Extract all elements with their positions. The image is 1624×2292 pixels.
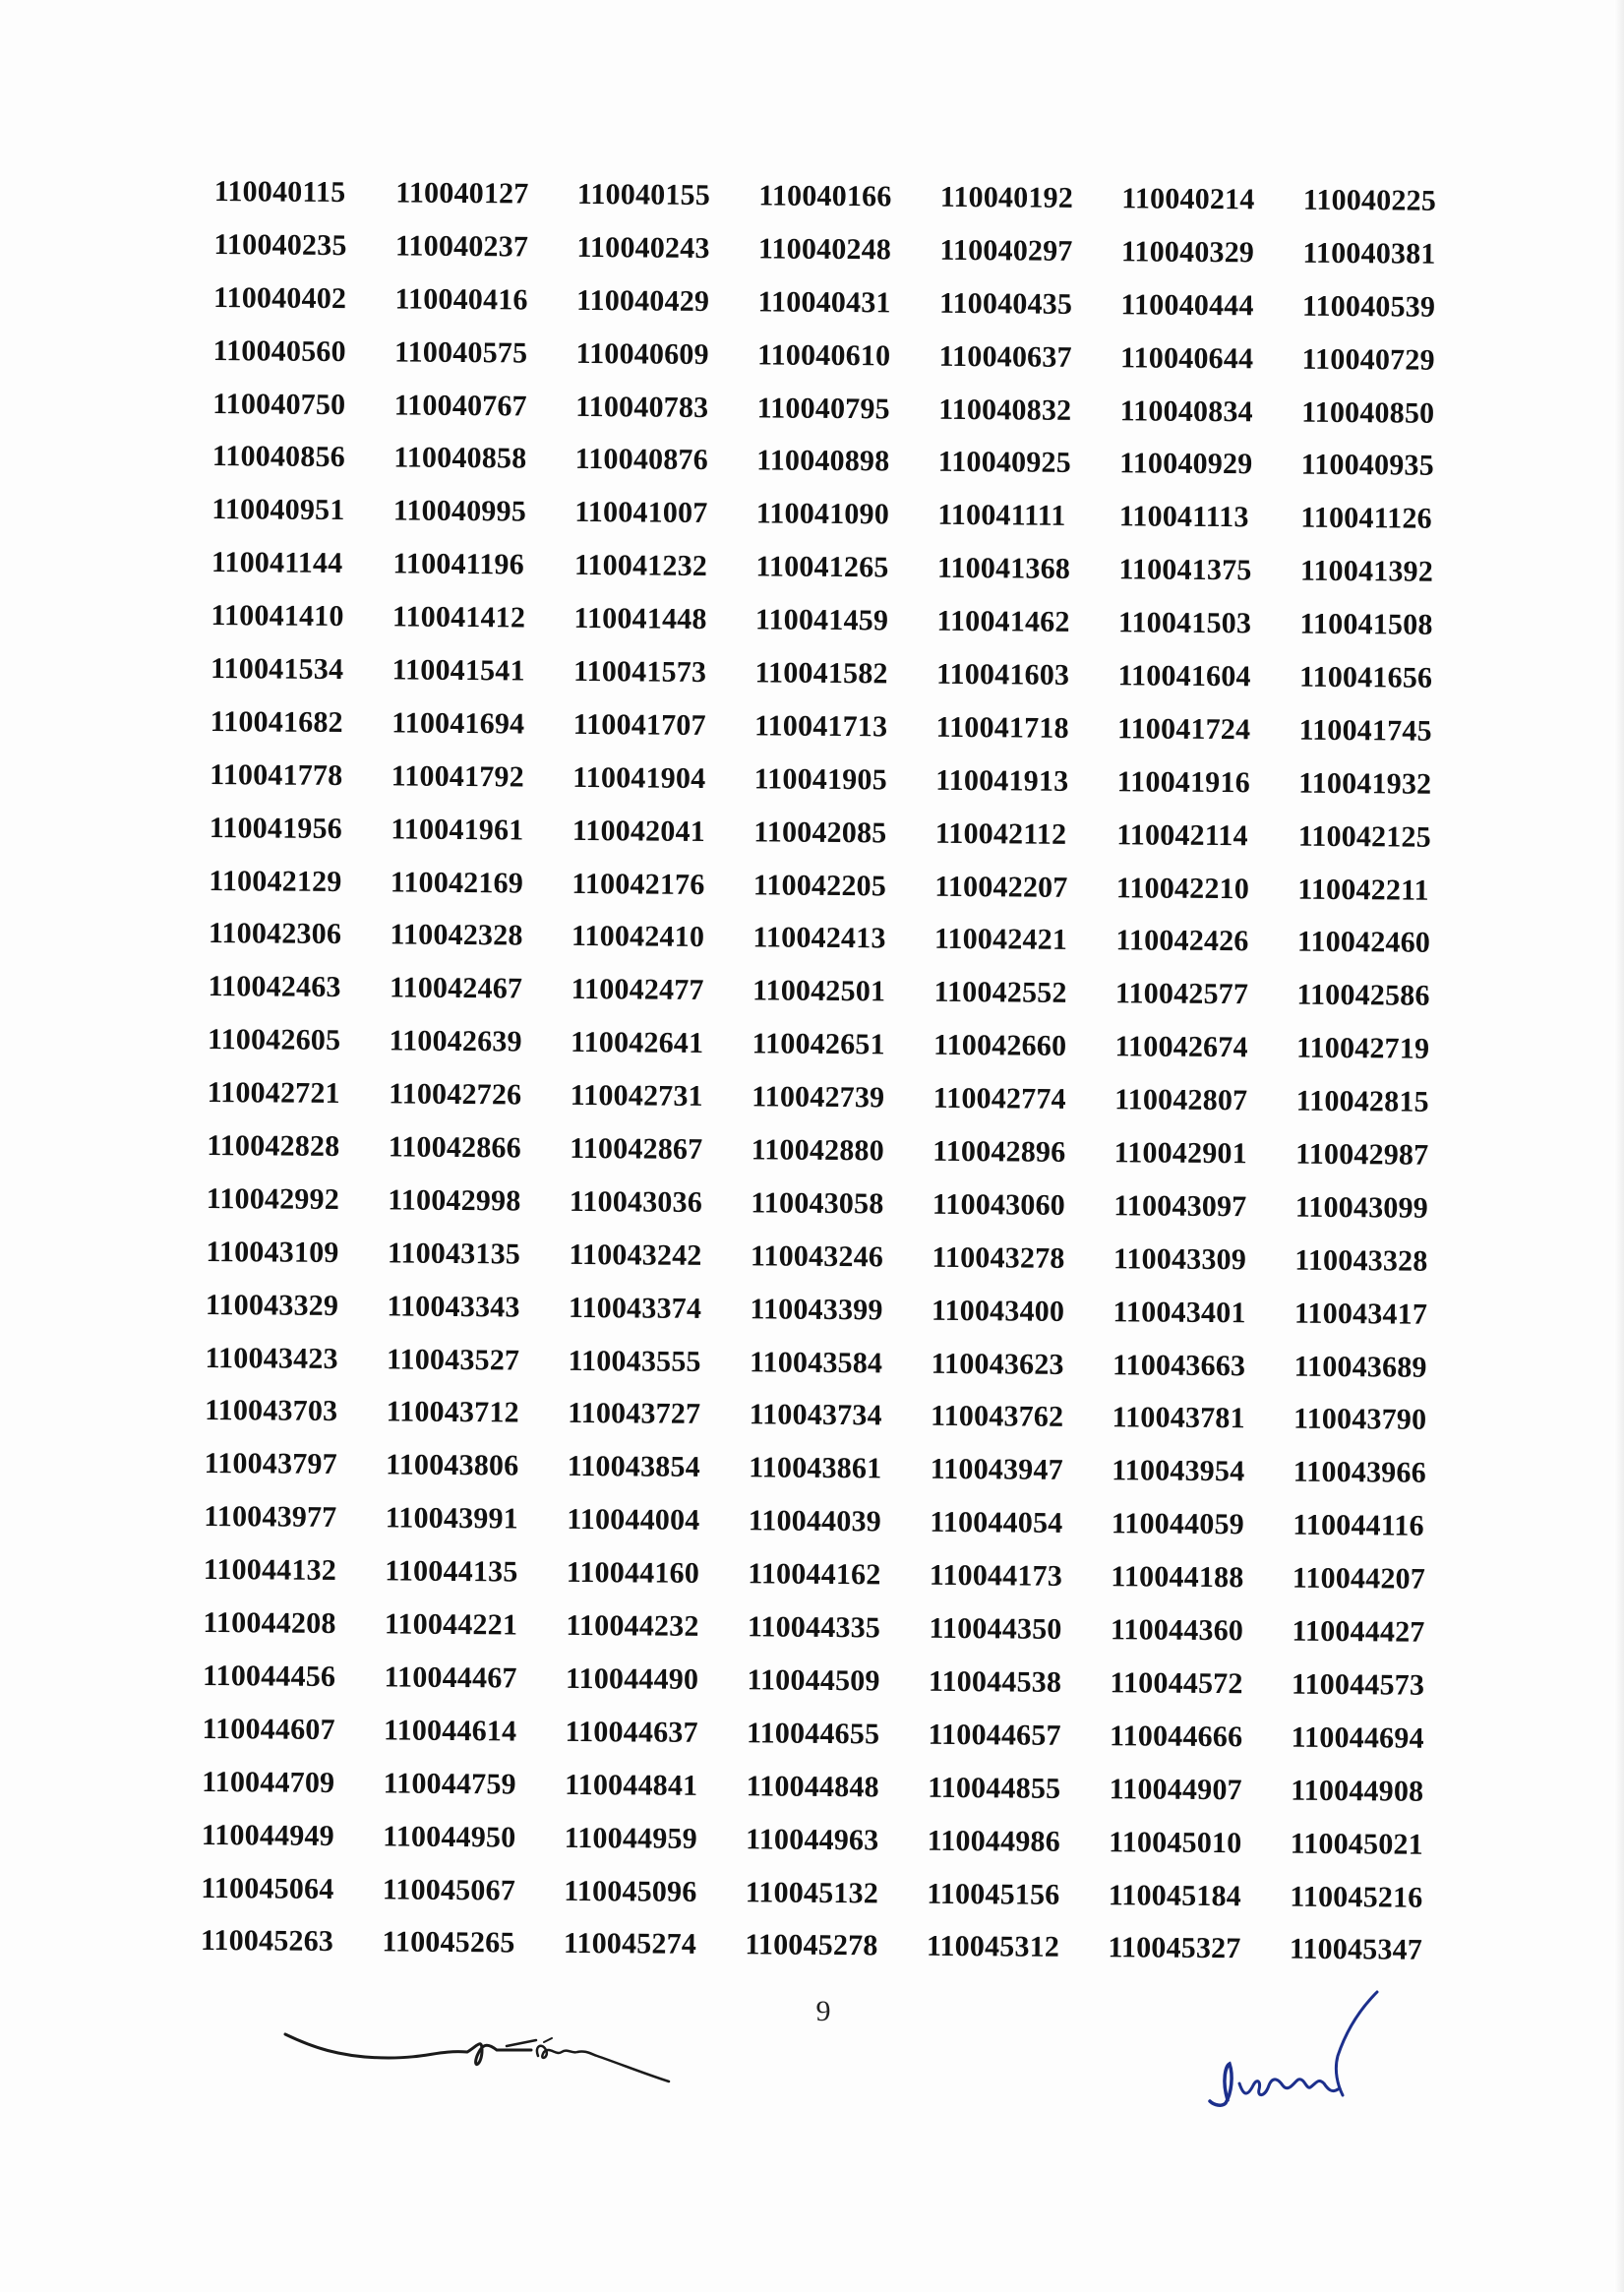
roll-number: 110043423 <box>205 1341 338 1375</box>
roll-number: 110042112 <box>934 816 1067 851</box>
roll-number: 110041410 <box>211 599 344 633</box>
roll-number: 110043246 <box>750 1239 884 1274</box>
roll-number: 110040444 <box>1120 288 1254 323</box>
roll-number: 110041007 <box>574 496 708 530</box>
roll-number: 110045156 <box>927 1877 1060 1911</box>
roll-number: 110042328 <box>390 918 523 952</box>
roll-number: 110043109 <box>206 1235 339 1269</box>
roll-number: 110044467 <box>384 1660 517 1695</box>
roll-number: 110042306 <box>208 917 342 951</box>
roll-number: 110040609 <box>575 336 709 371</box>
roll-number: 110040297 <box>939 233 1073 268</box>
roll-number: 110045274 <box>563 1927 697 1961</box>
roll-number: 110041090 <box>755 497 890 531</box>
roll-number: 110043797 <box>204 1447 338 1481</box>
roll-number: 110044855 <box>928 1771 1061 1805</box>
roll-number: 110043329 <box>205 1288 339 1322</box>
roll-number: 110043663 <box>1112 1348 1246 1382</box>
roll-number: 110041956 <box>209 811 343 845</box>
roll-number: 110044221 <box>384 1607 518 1642</box>
roll-number: 110043689 <box>1293 1350 1427 1384</box>
roll-number: 110040225 <box>1302 183 1437 217</box>
roll-number: 110044908 <box>1291 1774 1424 1808</box>
roll-number: 110045067 <box>382 1872 516 1906</box>
page-number: 9 <box>815 1995 831 2027</box>
roll-number: 110042998 <box>388 1183 521 1218</box>
roll-number: 110041745 <box>1298 713 1432 748</box>
roll-number: 110042866 <box>388 1130 522 1165</box>
roll-number: 110040237 <box>394 229 529 264</box>
roll-number: 110041126 <box>1300 502 1432 536</box>
roll-number: 110045021 <box>1290 1827 1424 1861</box>
roll-number: 110040795 <box>756 391 890 425</box>
roll-number: 110043991 <box>385 1501 519 1536</box>
roll-number: 110042129 <box>209 864 342 898</box>
roll-number: 110045265 <box>382 1925 515 1960</box>
roll-number: 110042807 <box>1114 1083 1248 1117</box>
roll-number: 110043861 <box>749 1451 882 1485</box>
roll-number: 110041232 <box>573 549 708 583</box>
roll-number: 110040995 <box>392 494 527 528</box>
roll-number: 110042125 <box>1297 819 1432 854</box>
roll-number: 110044959 <box>564 1821 698 1855</box>
roll-number: 110043954 <box>1112 1454 1245 1488</box>
roll-number: 110042413 <box>752 921 886 955</box>
roll-number: 110042896 <box>932 1134 1066 1169</box>
roll-number: 110041448 <box>573 602 707 636</box>
roll-number: 110042901 <box>1113 1136 1248 1171</box>
roll-number: 110040214 <box>1121 182 1255 216</box>
roll-number: 110042041 <box>571 814 706 848</box>
roll-number: 110040750 <box>212 387 346 421</box>
roll-number: 110042205 <box>752 868 887 902</box>
roll-number: 110044039 <box>748 1504 882 1538</box>
roll-number: 110041412 <box>391 600 526 634</box>
roll-number: 110040767 <box>393 389 527 423</box>
roll-number: 110044841 <box>565 1768 698 1802</box>
roll-number: 110043135 <box>387 1236 521 1271</box>
roll-number: 110043623 <box>931 1347 1064 1381</box>
roll-number: 110040925 <box>937 446 1072 480</box>
roll-number: 110042660 <box>932 1029 1067 1063</box>
roll-number: 110044573 <box>1291 1667 1425 1702</box>
roll-number: 110040155 <box>576 177 711 211</box>
roll-number: 110043854 <box>567 1450 700 1484</box>
roll-number: 110045312 <box>926 1930 1060 1964</box>
roll-number: 110040127 <box>395 176 529 211</box>
roll-number: 110044188 <box>1111 1560 1244 1595</box>
roll-number: 110040876 <box>574 443 709 477</box>
roll-number: 110040243 <box>576 230 710 265</box>
roll-number: 110044116 <box>1293 1508 1424 1542</box>
roll-number: 110043417 <box>1293 1297 1428 1331</box>
roll-number: 110044848 <box>746 1770 879 1804</box>
roll-number: 110043242 <box>569 1237 702 1272</box>
roll-number: 110042739 <box>752 1080 885 1115</box>
roll-number: 110042176 <box>571 867 705 901</box>
roll-number: 110044655 <box>746 1717 880 1751</box>
roll-number: 110044160 <box>566 1556 700 1591</box>
roll-number: 110042477 <box>571 973 704 1007</box>
roll-number: 110040856 <box>211 440 346 474</box>
roll-number: 110041604 <box>1117 659 1251 694</box>
roll-number: 110043762 <box>930 1400 1064 1434</box>
roll-number: 110040832 <box>938 392 1072 427</box>
roll-number: 110044907 <box>1109 1772 1242 1806</box>
roll-number: 110042463 <box>208 970 341 1004</box>
roll-number: 110044335 <box>747 1610 881 1645</box>
roll-number: 110040850 <box>1301 395 1435 430</box>
roll-number: 110043977 <box>204 1500 337 1535</box>
roll-number: 110041196 <box>392 547 525 581</box>
roll-number: 110042577 <box>1114 977 1249 1011</box>
roll-number: 110040416 <box>394 282 528 317</box>
roll-number: 110040539 <box>1301 289 1436 324</box>
roll-number: 110043527 <box>386 1343 520 1377</box>
roll-number: 110040248 <box>757 232 892 267</box>
roll-number: 110044162 <box>748 1557 881 1592</box>
roll-number: 110043790 <box>1293 1403 1427 1437</box>
roll-number: 110042211 <box>1297 873 1429 907</box>
roll-number: 110045064 <box>201 1871 334 1905</box>
roll-number: 110045347 <box>1289 1933 1423 1967</box>
roll-number: 110042586 <box>1296 979 1430 1013</box>
roll-number: 110040235 <box>213 227 347 262</box>
roll-number: 110040644 <box>1119 340 1254 375</box>
roll-number: 110041792 <box>391 759 525 794</box>
roll-number: 110043099 <box>1294 1190 1429 1225</box>
roll-number: 110043781 <box>1112 1401 1245 1435</box>
roll-number: 110041713 <box>754 709 888 744</box>
roll-number: 110042815 <box>1295 1084 1429 1118</box>
roll-number: 110042467 <box>389 971 523 1005</box>
roll-number: 110041503 <box>1117 606 1252 640</box>
roll-number: 110040166 <box>758 179 892 213</box>
roll-number: 110040898 <box>756 444 890 478</box>
roll-number: 110041694 <box>391 706 525 741</box>
roll-number: 110040951 <box>211 493 345 527</box>
roll-number: 110040429 <box>575 283 710 318</box>
roll-number: 110040783 <box>575 390 709 424</box>
roll-number: 110040935 <box>1300 449 1435 483</box>
roll-number: 110043584 <box>749 1345 883 1379</box>
roll-number: 110040729 <box>1301 342 1435 377</box>
roll-number: 110043060 <box>932 1187 1066 1222</box>
roll-number: 110043097 <box>1113 1189 1247 1224</box>
roll-number: 110041375 <box>1118 553 1252 587</box>
roll-number: 110045327 <box>1108 1931 1241 1965</box>
roll-number: 110041534 <box>210 652 344 687</box>
roll-number: 110041961 <box>391 813 524 847</box>
roll-number: 110042552 <box>933 976 1067 1010</box>
roll-number: 110040115 <box>213 175 346 210</box>
roll-number: 110044614 <box>383 1714 517 1748</box>
roll-number: 110044232 <box>566 1608 699 1643</box>
roll-number: 110041913 <box>935 763 1069 798</box>
roll-number: 110044538 <box>928 1664 1062 1699</box>
roll-number: 110041459 <box>754 603 889 637</box>
roll-number: 110042828 <box>207 1129 340 1164</box>
roll-number: 110044173 <box>929 1558 1063 1593</box>
roll-number: 110045132 <box>745 1875 879 1909</box>
roll-number: 110045263 <box>200 1924 334 1959</box>
roll-number: 110041392 <box>1299 554 1434 588</box>
roll-number: 110042421 <box>933 923 1068 957</box>
roll-number: 110042674 <box>1114 1030 1248 1064</box>
roll-number: 110044059 <box>1111 1507 1245 1541</box>
roll-number: 110040431 <box>757 285 891 320</box>
roll-number: 110041778 <box>210 757 343 792</box>
roll-number: 110044208 <box>203 1606 336 1641</box>
page-edge <box>1614 0 1624 2292</box>
roll-number: 110040381 <box>1302 236 1436 271</box>
roll-number: 110042085 <box>753 815 887 850</box>
roll-number: 110040575 <box>393 335 528 370</box>
roll-number: 110043400 <box>931 1294 1065 1328</box>
roll-number: 110043712 <box>386 1395 519 1429</box>
roll-number: 110041905 <box>753 762 887 797</box>
roll-number: 110044054 <box>930 1506 1063 1540</box>
roll-number: 110043328 <box>1294 1243 1428 1278</box>
roll-number: 110040834 <box>1119 393 1253 428</box>
roll-number: 110043374 <box>568 1291 702 1325</box>
roll-number: 110040858 <box>393 441 527 475</box>
roll-number: 110044004 <box>567 1503 700 1538</box>
roll-number: 110041368 <box>936 552 1071 586</box>
roll-number: 110044135 <box>385 1554 518 1589</box>
roll-number: 110040402 <box>212 280 347 315</box>
roll-number: 110041603 <box>935 657 1070 692</box>
roll-number: 110042719 <box>1295 1031 1430 1065</box>
roll-number: 110044657 <box>928 1718 1061 1752</box>
roll-number: 110043058 <box>751 1186 884 1221</box>
roll-number: 110045216 <box>1290 1880 1423 1914</box>
roll-number: 110043734 <box>749 1398 882 1432</box>
roll-number: 110041144 <box>211 546 343 580</box>
roll-number: 110044607 <box>202 1712 335 1746</box>
roll-number: 110044132 <box>203 1553 337 1588</box>
roll-number: 110042207 <box>934 870 1068 904</box>
roll-number: 110040560 <box>212 333 346 368</box>
roll-number: 110043036 <box>569 1184 703 1219</box>
roll-number: 110042992 <box>206 1181 340 1216</box>
roll-number: 110043278 <box>932 1240 1065 1275</box>
roll-number: 110045184 <box>1108 1878 1242 1912</box>
roll-number: 110041462 <box>936 604 1070 638</box>
roll-number: 110041508 <box>1299 607 1433 641</box>
roll-number: 110044759 <box>383 1767 516 1801</box>
roll-number: 110043309 <box>1113 1242 1247 1277</box>
roll-number: 110044350 <box>929 1611 1062 1646</box>
roll-number: 110043947 <box>930 1453 1063 1487</box>
roll-number: 110040929 <box>1119 447 1253 481</box>
left-signature-icon <box>280 2007 674 2095</box>
roll-number: 110043806 <box>386 1448 519 1482</box>
roll-number: 110041932 <box>1298 766 1432 801</box>
roll-number: 110043703 <box>205 1394 338 1428</box>
roll-number: 110044207 <box>1292 1561 1426 1596</box>
roll-number: 110044986 <box>927 1824 1061 1858</box>
roll-number: 110043343 <box>387 1290 520 1324</box>
roll-number: 110042114 <box>1116 817 1248 852</box>
roll-number: 110041916 <box>1116 765 1250 800</box>
roll-number: 110042639 <box>389 1024 522 1058</box>
roll-number: 110043966 <box>1293 1456 1426 1490</box>
roll-number: 110042987 <box>1295 1137 1429 1172</box>
roll-number: 110042605 <box>207 1023 341 1057</box>
roll-number: 110044360 <box>1110 1613 1244 1648</box>
roll-number: 110040637 <box>938 339 1072 374</box>
roll-number: 110041541 <box>391 653 525 688</box>
roll-number: 110042410 <box>571 920 705 954</box>
roll-number: 110042651 <box>752 1027 885 1061</box>
roll-number: 110042460 <box>1296 926 1431 960</box>
roll-number: 110042169 <box>390 866 524 900</box>
roll-number: 110043399 <box>750 1293 883 1327</box>
roll-number: 110044709 <box>202 1765 335 1799</box>
roll-number: 110044949 <box>201 1818 335 1852</box>
roll-number: 110044666 <box>1109 1719 1243 1754</box>
roll-number: 110041265 <box>755 550 889 584</box>
roll-number: 110043727 <box>568 1397 701 1431</box>
roll-number: 110040329 <box>1120 235 1255 270</box>
roll-number: 110043401 <box>1113 1295 1246 1329</box>
roll-number: 110044509 <box>747 1663 880 1698</box>
roll-number: 110042641 <box>570 1026 704 1060</box>
roll-number: 110044637 <box>565 1715 698 1749</box>
roll-number: 110045010 <box>1109 1825 1242 1859</box>
roll-number: 110043555 <box>568 1344 701 1378</box>
roll-number: 110041111 <box>937 499 1066 533</box>
roll-number: 110042774 <box>932 1081 1066 1116</box>
roll-number: 110042726 <box>389 1077 522 1112</box>
roll-number: 110044490 <box>565 1661 699 1696</box>
roll-number: 110042721 <box>207 1076 340 1111</box>
right-signature-icon <box>1200 1987 1397 2115</box>
roll-number: 110041707 <box>572 707 706 742</box>
roll-number: 110044456 <box>202 1659 336 1693</box>
roll-number: 110042210 <box>1115 871 1250 905</box>
roll-number: 110044572 <box>1110 1666 1243 1701</box>
roll-number: 110044950 <box>383 1820 516 1854</box>
roll-number: 110044963 <box>746 1822 879 1856</box>
roll-number: 110042426 <box>1115 924 1249 958</box>
roll-number: 110044694 <box>1291 1720 1424 1755</box>
roll-number: 110041682 <box>210 704 343 739</box>
roll-number: 110041904 <box>572 760 706 795</box>
roll-number: 110040435 <box>938 286 1073 321</box>
roll-number: 110044427 <box>1292 1614 1425 1649</box>
roll-number: 110045278 <box>745 1928 878 1962</box>
roll-number: 110041656 <box>1298 660 1433 694</box>
roll-number: 110042880 <box>751 1133 885 1168</box>
roll-number: 110041718 <box>935 710 1069 745</box>
roll-number: 110041582 <box>754 656 888 691</box>
roll-number: 110040192 <box>939 180 1074 214</box>
roll-number: 110041573 <box>572 654 707 689</box>
roll-number: 110042501 <box>752 974 886 1008</box>
roll-number: 110045096 <box>564 1874 697 1908</box>
roll-number: 110042867 <box>570 1131 703 1166</box>
roll-number: 110041724 <box>1116 712 1251 747</box>
roll-number: 110042731 <box>570 1079 703 1114</box>
roll-number: 110040610 <box>756 338 891 373</box>
roll-number-grid <box>201 177 1483 1989</box>
roll-number: 110041113 <box>1118 500 1249 534</box>
